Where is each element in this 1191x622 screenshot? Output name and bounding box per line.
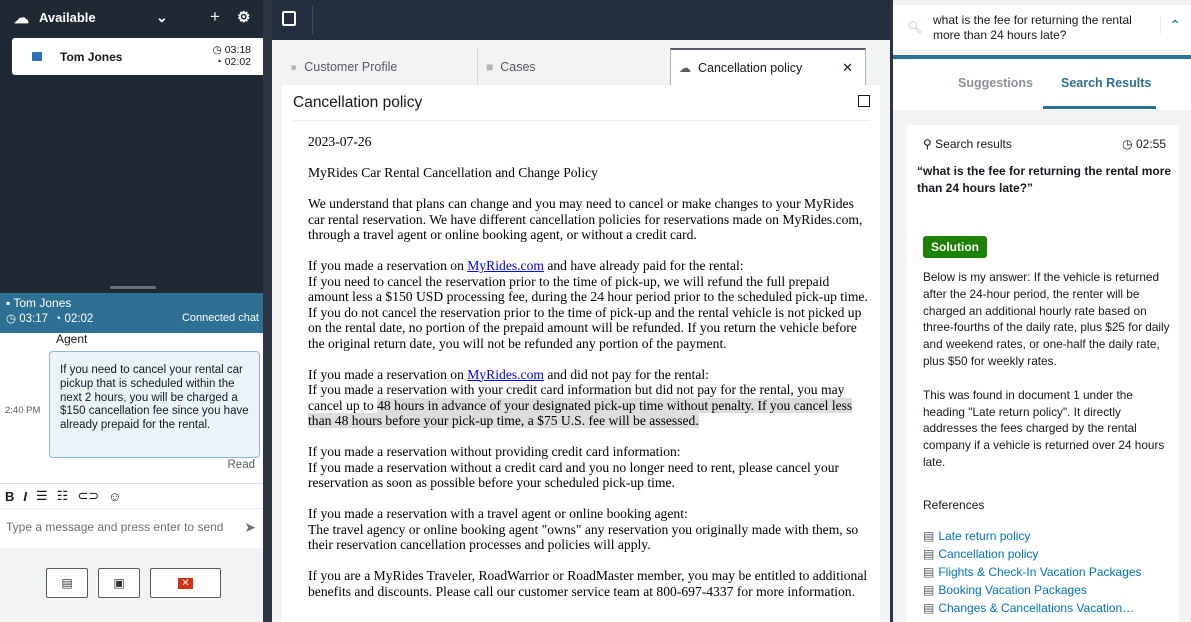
contact-card[interactable] bbox=[12, 38, 263, 75]
chat-actions bbox=[0, 548, 263, 622]
cloud-icon: ☁ bbox=[14, 9, 29, 27]
reference-link[interactable] bbox=[923, 545, 1142, 563]
reference-link[interactable] bbox=[923, 563, 1142, 581]
emoji-icon[interactable]: ☺ bbox=[108, 488, 122, 504]
document-icon: ▤ bbox=[923, 601, 935, 615]
doc-heading: MyRides Car Rental Cancellation and Change Policy bbox=[308, 165, 598, 180]
tab-label: Cases bbox=[500, 59, 536, 74]
contact-card-icon: ▣ bbox=[113, 576, 125, 590]
text: If you made a reservation with your credit card information but did not pay for the rental, you may cancel up to bbox=[308, 382, 845, 413]
text: If you need to cancel the reservation prior to the time of pick-up, we will refund the full prepaid amount less a $150 USD processing fee, during the 24 hour period prior to the scheduled pick-up time. If you do not cancel the reservation prior to the time of pick-up and the rental vehicle is not picked up on the rental date, no portion of the prepaid amount will be refunded. If you return the vehicle before the original return date, you will not be refunded any portion of the payment. bbox=[308, 273, 868, 351]
doc-paragraph bbox=[308, 444, 868, 491]
document-body bbox=[308, 134, 868, 615]
format-toolbar bbox=[0, 483, 263, 509]
end-chat-icon: ✕ bbox=[178, 578, 192, 589]
tab-suggestions[interactable]: Suggestions bbox=[958, 76, 1034, 90]
task-button[interactable] bbox=[46, 568, 88, 598]
document-icon: ▤ bbox=[923, 547, 935, 561]
sender-label: Agent bbox=[56, 332, 88, 346]
references-heading: References bbox=[923, 498, 985, 512]
results-label: Search results bbox=[935, 137, 1012, 151]
time-value: 02:55 bbox=[1135, 137, 1166, 151]
tab-cases[interactable] bbox=[478, 48, 670, 85]
clipboard-icon: ▤ bbox=[61, 576, 73, 590]
search-icon: ⚲ bbox=[923, 137, 932, 151]
page-title: Cancellation policy bbox=[293, 94, 423, 111]
doc-paragraph: If you are a MyRides Traveler, RoadWarrior or RoadMaster member, you may be entitled to additional benefits and discounts. Please call our customer service team at 800-697-4337 for more information. bbox=[308, 568, 868, 599]
timer-connected: 02:02 bbox=[224, 56, 251, 68]
reference-label: Cancellation policy bbox=[938, 547, 1039, 561]
solution-badge: Solution bbox=[923, 236, 987, 258]
tab-cancellation-policy[interactable] bbox=[670, 48, 866, 85]
chat-header: ▪ Tom Jones ◷ 03:17 ◔ 02:02 Connected chat bbox=[0, 293, 263, 333]
document-view bbox=[282, 85, 880, 622]
chat-icon bbox=[32, 52, 42, 61]
search-input[interactable] bbox=[893, 5, 1191, 50]
add-icon[interactable]: + bbox=[210, 7, 220, 26]
reference-label: Booking Vacation Packages bbox=[938, 583, 1087, 597]
reference-label: Late return policy bbox=[938, 529, 1031, 543]
divider bbox=[312, 6, 313, 34]
text: and have already paid for the rental: bbox=[543, 258, 744, 273]
document-icon: ▤ bbox=[923, 529, 935, 543]
search-query[interactable]: what is the fee for returning the rental more than 24 hours late? bbox=[933, 13, 1132, 42]
search-result-card bbox=[907, 125, 1179, 622]
text: If you made a reservation without a credit card and you no longer need to rent, please cancel your reservation as soon as possible before your scheduled pick-up time. bbox=[308, 459, 840, 490]
divider bbox=[893, 55, 1191, 59]
reference-link[interactable] bbox=[923, 527, 1142, 545]
answer-text: Below is my answer: If the vehicle is returned after the 24-hour period, the renter will be charged an additional hourly rate based on three-fourths of the daily rate, plus $25 for daily and weekend rates, or one-half the daily rate, plus $50 for weekly rates. bbox=[923, 270, 1170, 368]
status-bar bbox=[0, 0, 263, 35]
user-icon: ● bbox=[290, 59, 298, 74]
briefcase-icon: ■ bbox=[486, 59, 494, 74]
reference-label: Changes & Cancellations Vacation… bbox=[938, 601, 1135, 615]
gear-icon[interactable]: ⚙ bbox=[237, 9, 251, 26]
highlighted-text: 48 hours in advance of your designated pick-up time without penalty. If you cancel less than 48 hours before your pick-up time, a $75 U.S. fee will be assessed. bbox=[308, 397, 853, 428]
text: If you made a reservation without providing credit card information: bbox=[308, 444, 681, 459]
text: and did not pay for the rental: bbox=[543, 366, 709, 382]
link-icon[interactable]: ⊂⊃ bbox=[77, 488, 100, 503]
reference-link[interactable] bbox=[923, 599, 1142, 617]
text: The travel agency or online booking agent "owns" any reservation you originally made with them, so their reservation cancellation processes and policies will apply. bbox=[308, 521, 859, 552]
quoted-query: “what is the fee for returning the rental more than 24 hours late?” bbox=[917, 164, 1172, 195]
doc-paragraph bbox=[308, 506, 868, 553]
results-time: ◷ 02:55 bbox=[1122, 137, 1166, 151]
answer-source: This was found in document 1 under the heading "Late return policy". It directly addresses the fees charged by the rental company if a vehicle is returned over 24 hours late. bbox=[923, 387, 1165, 469]
contact-name: Tom Jones bbox=[60, 49, 123, 64]
read-receipt: Read bbox=[227, 459, 255, 471]
bold-icon[interactable]: B bbox=[5, 488, 15, 504]
tab-search-results[interactable]: Search Results bbox=[1061, 76, 1152, 90]
message-placeholder: Type a message and press enter to send bbox=[6, 520, 224, 534]
reference-link[interactable] bbox=[923, 581, 1142, 599]
chat-message: If you need to cancel your rental car pickup that is scheduled within the next 2 hours, you will be charged a $150 cancellation fee since you have already prepaid for the rental. bbox=[49, 351, 260, 458]
chevron-up-icon[interactable]: ⌃ bbox=[1160, 17, 1181, 34]
tab-label: Cancellation policy bbox=[698, 60, 803, 75]
tab-customer-profile[interactable] bbox=[282, 48, 478, 85]
cloud-icon: ☁ bbox=[679, 60, 691, 75]
answer bbox=[923, 269, 1173, 471]
calendar-icon[interactable] bbox=[282, 11, 296, 26]
end-chat-button[interactable] bbox=[150, 568, 221, 598]
message-input[interactable] bbox=[0, 510, 263, 548]
chat-timer-2: 02:02 bbox=[64, 313, 94, 325]
workspace bbox=[272, 0, 890, 622]
contact-timers: ◷ 03:18 ◔ 02:02 bbox=[212, 44, 251, 68]
bullet-list-icon[interactable]: ☷ bbox=[56, 488, 69, 503]
myrides-link[interactable]: MyRides.com bbox=[467, 366, 544, 382]
myrides-link[interactable]: MyRides.com bbox=[467, 258, 544, 273]
text: If you made a reservation with a travel agent or online booking agent: bbox=[308, 506, 688, 521]
workspace-toolbar bbox=[272, 0, 890, 40]
tab-bar bbox=[282, 48, 880, 85]
contact-button[interactable] bbox=[98, 568, 140, 598]
doc-paragraph: We understand that plans can change and you may need to cancel or make changes to your MyRides car rental reservation. We have different cancellation policies for reservations made on MyRides.com, through a travel agent or online booking agent, or without a credit card. bbox=[308, 196, 863, 242]
text: If you made a reservation on bbox=[308, 258, 468, 273]
tab-label: Customer Profile bbox=[304, 59, 398, 74]
chat-contact-name: Tom Jones bbox=[13, 296, 72, 310]
assistant-panel bbox=[893, 0, 1191, 622]
external-link-icon[interactable] bbox=[858, 95, 870, 107]
doc-date: 2023-07-26 bbox=[308, 134, 372, 149]
active-tab-indicator bbox=[1043, 106, 1156, 109]
send-icon[interactable]: ➤ bbox=[244, 519, 256, 535]
text: If you made a reservation on bbox=[308, 366, 468, 382]
close-icon[interactable]: ✕ bbox=[842, 59, 853, 75]
status-dropdown[interactable]: Available bbox=[39, 10, 96, 25]
document-icon: ▤ bbox=[923, 565, 935, 579]
document-icon: ▤ bbox=[923, 583, 935, 597]
message-timestamp: 2:40 PM bbox=[5, 405, 41, 416]
assistant-tabs bbox=[893, 60, 1191, 110]
chat-timer: 03:17 bbox=[19, 313, 49, 325]
numbered-list-icon[interactable]: ☰ bbox=[36, 488, 48, 503]
search-icon: 🔍︎ bbox=[907, 20, 923, 34]
divider bbox=[293, 120, 870, 121]
italic-icon[interactable]: I bbox=[23, 488, 28, 504]
resize-handle[interactable] bbox=[110, 286, 156, 289]
chevron-down-icon[interactable]: ⌄ bbox=[156, 9, 168, 25]
references-list bbox=[923, 527, 1142, 617]
timer-total: 03:18 bbox=[224, 44, 251, 56]
chat-state: Connected chat bbox=[181, 312, 259, 324]
chat-panel bbox=[0, 293, 263, 622]
reference-label: Flights & Check-In Vacation Packages bbox=[938, 565, 1142, 579]
results-header bbox=[923, 137, 1012, 151]
doc-paragraph bbox=[308, 367, 868, 429]
contacts-panel bbox=[0, 0, 263, 622]
doc-paragraph bbox=[308, 258, 868, 351]
